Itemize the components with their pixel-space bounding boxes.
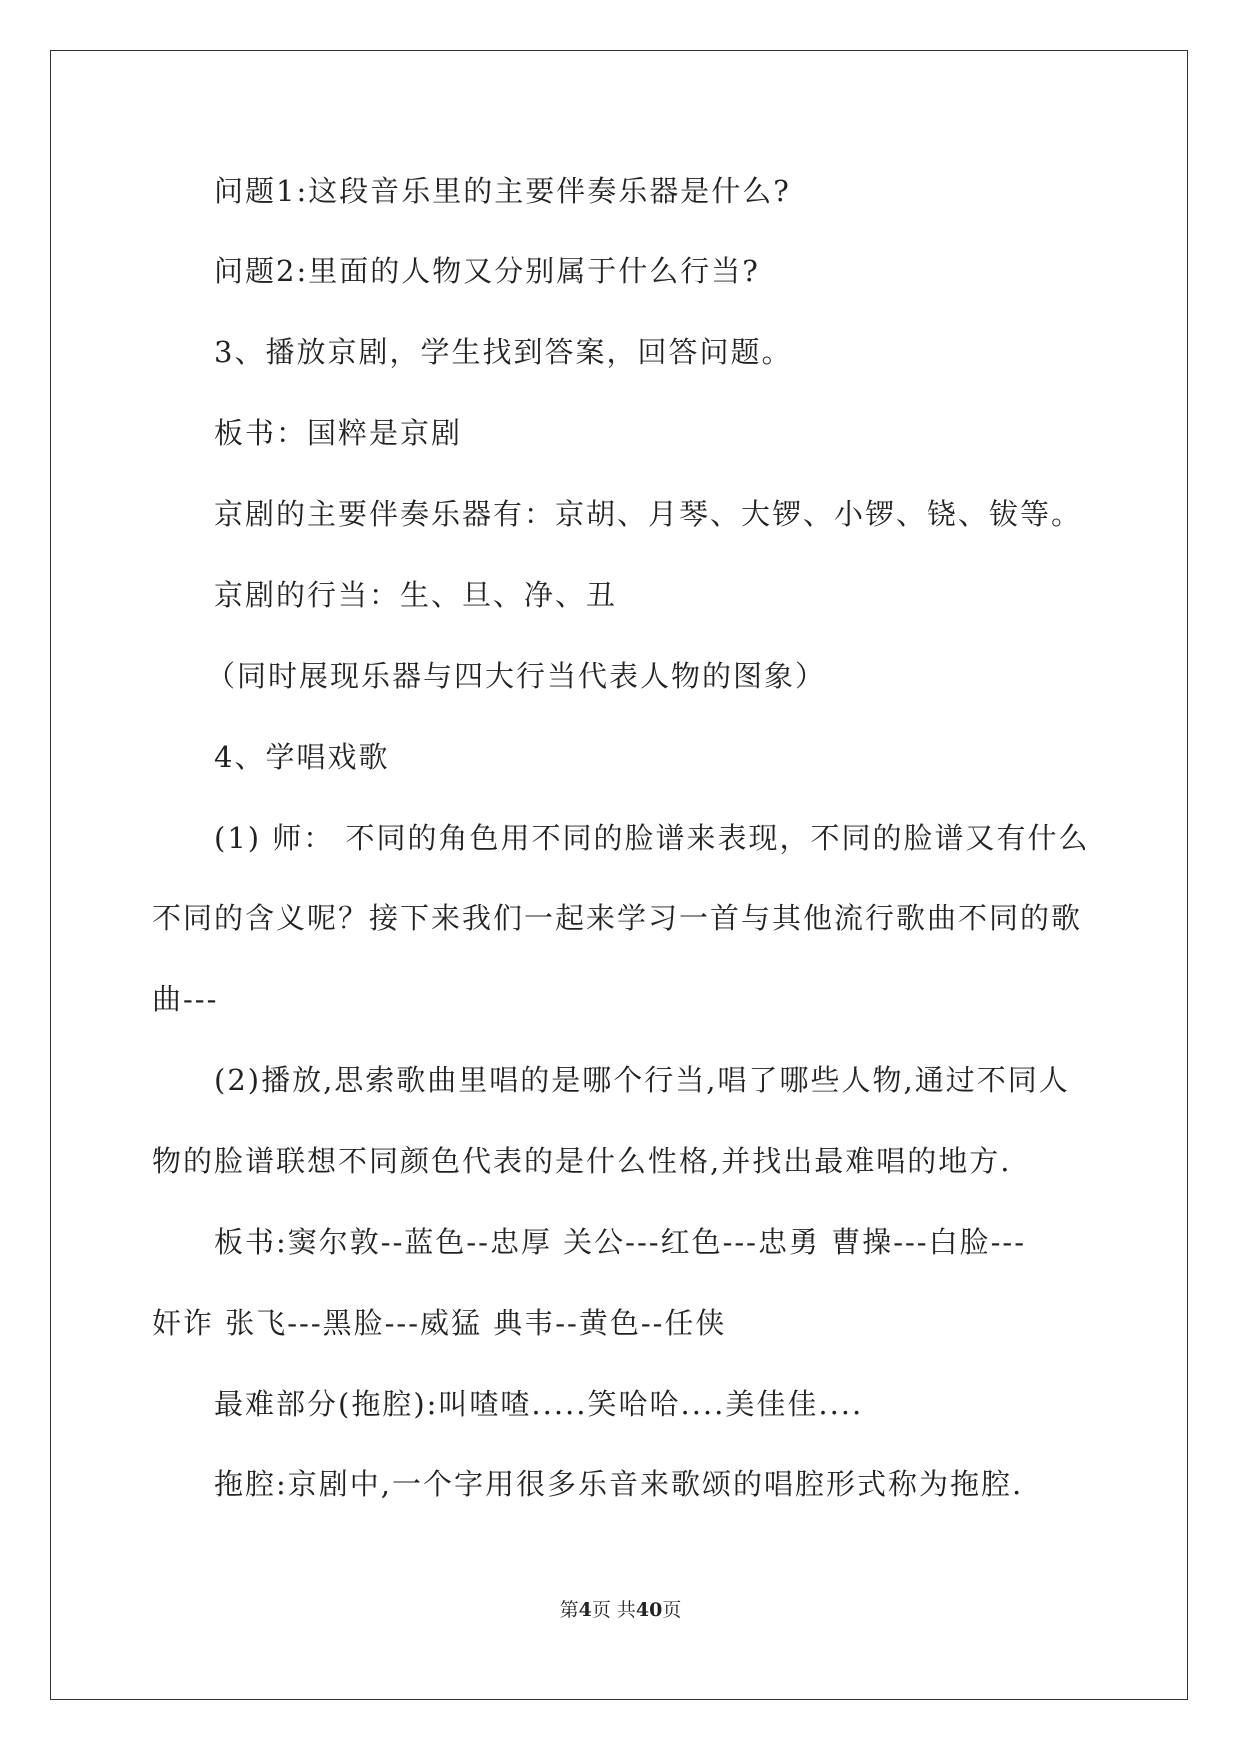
step-3: 3、播放京剧，学生找到答案，回答问题。 (214, 335, 793, 369)
teacher-line-2: 不同的含义呢？接下来我们一起来学习一首与其他流行歌曲不同的歌 (152, 901, 1083, 935)
drag-tone-definition: 拖腔:京剧中,一个字用很多乐音来歌颂的唱腔形式称为拖腔. (214, 1467, 1024, 1501)
footer-prefix: 第 (559, 1599, 579, 1621)
question-1: 问题1:这段音乐里的主要伴奏乐器是什么? (214, 174, 791, 208)
teacher-line-1: (1) 师： 不同的角色用不同的脸谱来表现，不同的脸谱又有什么 (214, 821, 1090, 855)
question-2: 问题2:里面的人物又分别属于什么行当? (214, 254, 760, 288)
page-border (50, 50, 1188, 1700)
board-title: 板书：国粹是京剧 (214, 416, 463, 450)
footer-mid: 页 共 (591, 1599, 636, 1621)
footer-total-pages: 40 (635, 1599, 663, 1621)
board-faces-2: 奸诈 张飞---黑脸---威猛 典韦--黄色--任侠 (152, 1306, 727, 1340)
footer-page-number: 4 (578, 1599, 592, 1621)
play-line-1: (2)播放,思索歌曲里唱的是哪个行当,唱了哪些人物,通过不同人 (214, 1063, 1070, 1097)
step-4: 4、学唱戏歌 (214, 740, 390, 774)
play-line-2: 物的脸谱联想不同颜色代表的是什么性格,并找出最难唱的地方. (152, 1144, 1012, 1178)
board-faces-1: 板书:窦尔敦--蓝色--忠厚 关公---红色---忠勇 曹操---白脸--- (214, 1225, 1026, 1259)
footer-suffix: 页 (662, 1599, 682, 1621)
roles-line: 京剧的行当：生、旦、净、丑 (214, 578, 618, 612)
page-footer (0, 1598, 1241, 1622)
hardest-part: 最难部分(拖腔):叫喳喳.....笑哈哈....美佳佳.... (214, 1387, 864, 1421)
note-line: （同时展现乐器与四大行当代表人物的图象） (206, 659, 827, 693)
instruments-line: 京剧的主要伴奏乐器有：京胡、月琴、大锣、小锣、铙、钹等。 (214, 497, 1083, 531)
teacher-line-3: 曲--- (152, 982, 219, 1016)
